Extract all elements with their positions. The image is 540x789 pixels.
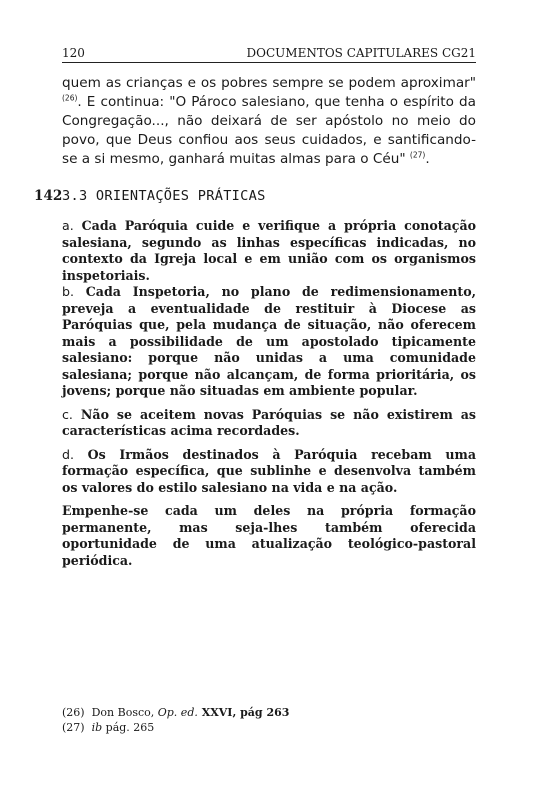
item-text-d: Os Irmãos destinados à Paróquia recebam uma formação específica, que sublinhe e desenvolva também os valores do estilo salesiano na vida e na ação. xyxy=(62,446,476,495)
item-mark-b: b. xyxy=(62,284,74,299)
page-number: 120 xyxy=(62,46,85,60)
item-text-a: Cada Paróquia cuide e verifique a própria conotação salesiana, segundo as linhas específicas indicadas, no contexto da Igreja local e em união com os organismos inspetoriais. xyxy=(62,218,476,283)
intro-text-2: . E continua: "O Pároco salesiano, que tenha o espírito da Congregação..., não deixará de ser apóstolo no meio do povo, que Deus confiou aos seus cuidados, e santificando-se a si mesmo, ganhará muitas almas para o Céu" xyxy=(62,94,476,167)
header-rule xyxy=(62,62,476,63)
footnote-ref-26: (26) xyxy=(62,93,78,103)
intro-text-3: . xyxy=(425,151,430,167)
footnote-ref-27: (27) xyxy=(409,150,426,160)
footnote-prefix: Don Bosco, xyxy=(91,706,158,719)
orientations-list xyxy=(62,218,476,569)
list-item xyxy=(62,503,476,569)
item-mark-d: d. xyxy=(62,446,74,462)
footnote-27 xyxy=(62,720,476,735)
footnote-ref: (27) xyxy=(62,721,85,734)
item-mark-a: a. xyxy=(62,218,74,233)
footnote-26 xyxy=(62,705,476,720)
item-text-c: Não se aceitem novas Paróquias se não existirem as características acima recordades. xyxy=(62,406,476,438)
running-header xyxy=(62,40,476,60)
item-text-final: Empenhe-se cada um deles na própria formação permanente, mas seja-lhes também oferecida oportunidade de uma atualização teológico-pastoral periódica. xyxy=(62,503,476,568)
footnote-suffix: XXVI, pág 263 xyxy=(197,706,290,719)
footnote-italic: Op. ed. xyxy=(157,706,198,719)
intro-paragraph xyxy=(62,74,476,169)
list-item xyxy=(62,447,476,497)
running-title: DOCUMENTOS CAPITULARES CG21 xyxy=(246,46,476,60)
section-title: 3.3 ORIENTAÇÕES PRÁTICAS xyxy=(62,188,266,204)
item-mark-c: c. xyxy=(62,406,73,422)
list-item xyxy=(62,218,476,284)
section-number: 142 xyxy=(34,188,63,204)
list-item xyxy=(62,407,476,440)
footnote-ref: (26) xyxy=(62,706,85,719)
footnote-suffix: pág. 265 xyxy=(102,721,155,734)
list-item xyxy=(62,284,476,400)
item-text-b: Cada Inspetoria, no plano de redimensionamento, preveja a eventualidade de restituir à Diocese as Paróquias que, pela mudança de situação, não oferecem mais a possibilidade de um apostolado tipicamente salesiano: porque não unidas a uma comunidade salesiana; porque não alcançam, de forma prioritária, os jovens; porque não situadas em ambiente popular. xyxy=(62,284,477,398)
footnote-italic: ib xyxy=(91,721,103,734)
footnotes xyxy=(62,705,476,735)
intro-text-1: quem as crianças e os pobres sempre se podem aproximar" xyxy=(62,75,476,91)
